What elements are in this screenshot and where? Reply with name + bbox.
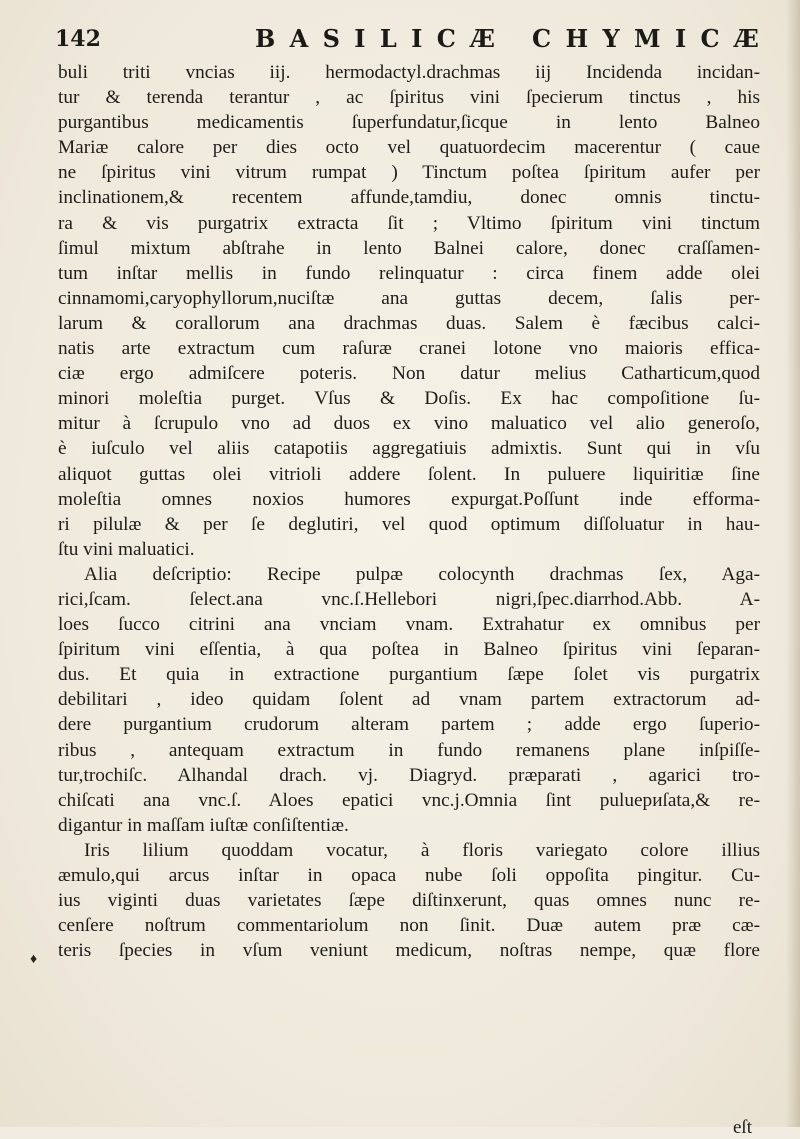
text-line: loes ſucco citrini ana vnciam vnam. Extrahatur ex omnibus per — [58, 614, 760, 636]
text-line: tum inſtar mellis in fundo relinquatur : circa finem adde olei — [58, 262, 760, 284]
text-line: Mariæ calore per dies octo vel quatuordecim macerentur ( caue — [58, 137, 760, 159]
text-line: debilitari , ideo quidam ſolent ad vnam partem extractorum ad- — [58, 689, 760, 711]
text-line: moleſtia omnes noxios humores expurgat.Poſſunt inde efforma- — [58, 488, 760, 510]
text-line: teris ſpecies in vſum veniunt medicum, noſtras nempe, quæ flore — [58, 940, 760, 962]
margin-bullet-icon: ♦ — [30, 952, 38, 967]
text-line: ſtu vini maluatici. — [58, 538, 195, 560]
text-line: ra & vis purgatrix extracta ſit ; Vltimo ſpiritum vini tinctum — [58, 212, 760, 234]
text-line: chiſcati ana vnc.ſ. Aloes epatici vnc.j.Omnia ſint puluериſata,& re- — [58, 789, 760, 811]
text-line: Alia deſcriptio: Recipe pulpæ colocynth drachmas ſex, Aga- — [84, 563, 760, 585]
text-line: natis arte extractum cum raſuræ cranei lotone vno maioris effica- — [58, 338, 760, 360]
page-header — [55, 20, 762, 60]
text-line: buli triti vncias iij. hermodactyl.drachmas iij Incidenda incidan- — [58, 62, 760, 83]
text-line: è iuſculo vel aliis catapotiis aggregatiuis admixtis. Sunt qui in vſu — [58, 438, 760, 460]
text-line: inclinationem,& recentem affunde,tamdiu, donec omnis tinctu- — [58, 187, 760, 209]
body-text — [58, 60, 760, 963]
text-line: ſimul mixtum abſtrahe in lento Balnei calore, donec craſſamen- — [58, 237, 760, 259]
running-title: B A S I L I C Æ C H Y M I C Æ — [255, 24, 762, 53]
text-line: dere purgantium crudorum alteram partem ; adde ergo ſuperio- — [58, 714, 760, 736]
text-line: larum & corallorum ana drachmas duas. Salem è fæcibus calci- — [58, 312, 760, 334]
text-line: aliquot guttas olei vitrioli addere ſolent. In puluere liquiritiæ ſine — [58, 463, 760, 485]
text-line: cenſere noſtrum commentariolum non ſinit. Duæ autem præ cæ- — [58, 915, 760, 937]
text-line: digantur in maſſam iuſtæ conſiſtentiæ. — [58, 814, 349, 836]
text-line: tur,trochiſc. Alhandal drach. vj. Diagryd. præparati , agarici tro- — [58, 764, 760, 786]
text-line: ius viginti duas varietates ſæpe diſtinxerunt, quas omnes nunc re- — [58, 890, 760, 912]
page-edge-shadow — [786, 0, 800, 1127]
text-line: ciæ ergo admiſcere poteris. Non datur melius Catharticum,quod — [58, 363, 760, 385]
text-line: ſpiritum vini eſſentia, à qua poſtea in Balneo ſpiritus vini ſeparan- — [58, 639, 760, 661]
text-line: minori moleſtia purget. Vſus & Doſis. Ex hac compoſitione ſu- — [58, 388, 760, 410]
text-line: Iris lilium quoddam vocatur, à floris variegato colore illius — [84, 839, 760, 861]
text-line: tur & terenda terantur , ac ſpiritus vini ſpecierum tinctus , his — [58, 87, 760, 109]
text-line: ri pilulæ & per ſe deglutiri, vel quod optimum diſſoluatur in hau- — [58, 513, 760, 535]
text-line: mitur à ſcrupulo vno ad duos ex vino maluatico vel alio generoſo, — [58, 413, 760, 435]
text-line: ne ſpiritus vini vitrum rumpat ) Tinctum poſtea ſpiritum aufer per — [58, 162, 760, 184]
text-line: purgantibus medicamentis ſuperfundatur,ſicque in lento Balneo — [58, 112, 760, 134]
catchword: eſt — [733, 1117, 752, 1138]
text-line: dus. Et quia in extractione purgantium ſæpe ſolet vis purgatrix — [58, 664, 760, 686]
text-line: rici,ſcam. ſelect.ana vnc.ſ.Hellebori nigri,ſpec.diarrhod.Abb. A- — [58, 588, 760, 610]
text-line: ribus , antequam extractum in fundo remanens plane inſpiſſe- — [58, 739, 760, 761]
text-line: cinnamomi,caryophyllorum,nuciſtæ ana guttas decem, ſalis per- — [58, 287, 760, 309]
page-number: 142 — [55, 26, 101, 52]
text-line: æmulo,qui arcus inſtar in opaca nube ſoli oppoſita pingitur. Cu- — [58, 865, 760, 886]
